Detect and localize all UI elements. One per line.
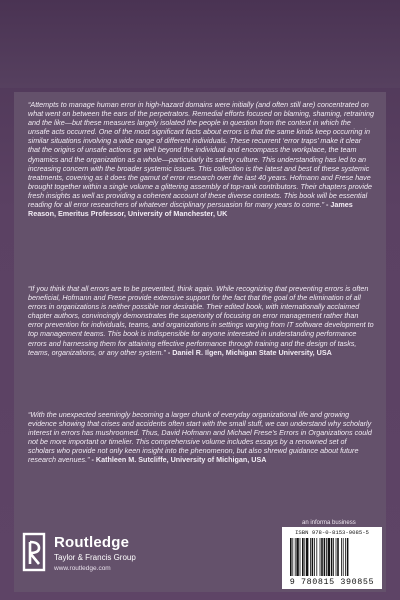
publisher-name: Routledge xyxy=(54,534,130,551)
barcode-bar xyxy=(306,538,308,576)
barcode-bar xyxy=(312,538,314,576)
barcode-bar xyxy=(347,538,349,576)
barcode-bar xyxy=(296,538,298,576)
barcode-bar xyxy=(341,538,342,576)
quote-text: “Attempts to manage human error in high-hazard domains were initially (and often still are) concentrated on what went on between the ears of the perpetrators. Remedial efforts focused on blaming, shaming, retraining and the like—but these measures largely isolated the people in question from the context in which the unsafe acts occurred. One of the most significant facts about errors is that the same kinds keep occurring in similar situations involving a wide range of different individuals. These recurrent ‘error traps’ make it clear that the origins of unsafe actions go well beyond the individual and encompass the workplace, the team dynamics and the organization as a whole—particularly its safety culture. This understanding has led to an increasing concern with the broader systemic issues. This collection is the latest and best of these systemic treatments, covering as it does the gamut of error research over the last 40 years. Hofmann and Frese have brought together within a single volume a glittering assembly of top-rank contributors. Their chapters provide fresh insights as well as providing a coherent account of these diverse contexts. This book will be essential reading for all error researchers of whatever disciplinary persuasion for many years to come.” xyxy=(28,100,374,210)
barcode-bars xyxy=(290,538,374,576)
endorsement-quote xyxy=(28,100,374,218)
barcode-bar xyxy=(290,538,292,576)
quote-attribution: - James Reason, Emeritus Professor, University of Manchester, UK xyxy=(28,200,353,219)
publisher-url: www.routledge.com xyxy=(54,565,111,572)
barcode-bar xyxy=(304,538,305,576)
barcode-bar xyxy=(345,538,346,576)
isbn-label: ISBN 978-0-8153-9085-5 xyxy=(295,529,369,536)
barcode-bar xyxy=(300,538,301,576)
informa-tagline: an informa business xyxy=(302,520,356,526)
endorsement-quote xyxy=(28,284,374,357)
barcode-bar xyxy=(292,538,293,576)
barcode-bar xyxy=(333,538,334,576)
quote-text: “With the unexpected seemingly becoming a larger chunk of everyday organizational life and growing evidence showing that crises and accidents often start with the small stuff, we can understand why scholarly interest in errors has mushroomed. Thus, David Hofmann and Michael Frese’s Errors in Organizations could not be more important or timelier. This comprehensive volume includes essays by a renowned set of scholars who provide not only keen insight into the phenomenon, but also shrewd guidance about future research avenues.” xyxy=(28,410,372,465)
barcode-bar xyxy=(337,538,339,576)
isbn-barcode xyxy=(282,527,382,589)
barcode-bar xyxy=(314,538,315,576)
barcode-bar xyxy=(295,538,296,576)
publisher-block xyxy=(22,532,222,588)
endorsement-quote xyxy=(28,410,374,465)
quote-text: “If you think that all errors are to be prevented, think again. While recognizing that preventing errors is often beneficial, Hofmann and Frese provide extensive support for the fact that the goal of the elimination of all errors in organizations is neither possible nor desirable. Their edited book, with internationally acclaimed chapter authors, convincingly demonstrates the superiority of focusing on error management rather than error prevention for individuals, teams, and organizations in settings varying from IT software development to top management teams. This book is indispensible for anyone interested in understanding performance errors and harnessing them for attaining effective performance through training and the design of tasks, teams, organizations, or any other system.” xyxy=(28,284,374,357)
barcode-bar xyxy=(331,538,333,576)
barcode-bar xyxy=(321,538,323,576)
barcode-bar xyxy=(343,538,344,576)
barcode-bar xyxy=(336,538,337,576)
quote-attribution: - Daniel R. Ilgen, Michigan State University, USA xyxy=(167,347,332,357)
barcode-bar xyxy=(324,538,326,576)
publisher-group: Taylor & Francis Group xyxy=(54,553,136,562)
barcode-bar xyxy=(310,538,311,576)
barcode-bar xyxy=(326,538,327,576)
quote-attribution: - Kathleen M. Sutcliffe, University of Michigan, USA xyxy=(91,455,267,465)
routledge-logo-icon xyxy=(22,532,48,574)
barcode-bar xyxy=(302,538,304,576)
barcode-bar xyxy=(320,538,321,576)
barcode-bar xyxy=(328,538,330,576)
barcode-number: 9 780815 390855 xyxy=(289,577,375,587)
cover-top-band xyxy=(0,0,400,88)
barcode-bar xyxy=(316,538,317,576)
